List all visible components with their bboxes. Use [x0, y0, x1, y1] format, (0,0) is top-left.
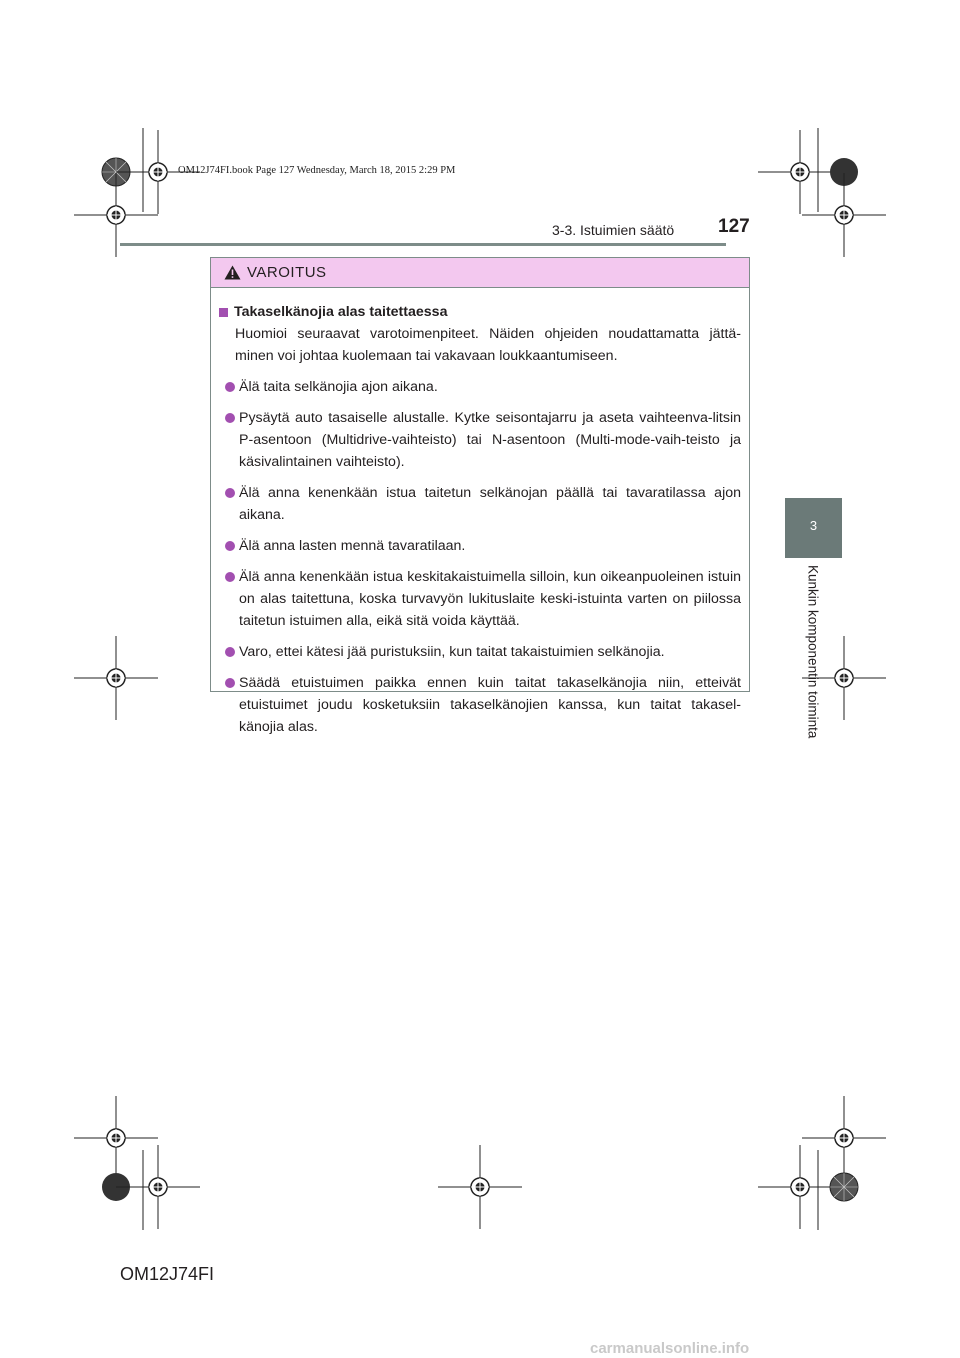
page-number: 127 [718, 216, 750, 237]
header-rule [120, 243, 726, 246]
list-item-text: Pysäytä auto tasaiselle alustalle. Kytke seisontajarru ja aseta vaihteenva-litsin P-asentoon (Multidrive-vaihteisto) tai N-asentoon (Multi-mode-vaih-teisto ja käsivalintainen vaihteisto). [239, 410, 741, 470]
chapter-title-vertical [803, 565, 823, 765]
warning-header [211, 258, 749, 288]
watermark: carmanualsonline.info [590, 1340, 750, 1357]
list-item [219, 535, 741, 557]
square-bullet-icon [219, 308, 228, 317]
footer-code: OM12J74FI [120, 1264, 215, 1284]
chapter-number: 3 [809, 518, 818, 533]
warning-subheading [219, 301, 741, 323]
list-item-text: Älä anna kenenkään istua taitetun selkänojan päällä tai tavaratilassa ajon aikana. [239, 485, 741, 523]
warning-title: VAROITUS [247, 264, 327, 281]
warning-subheading-text: Takaselkänojia alas taitettaessa [234, 304, 448, 320]
circle-bullet-icon [225, 647, 235, 657]
list-item-text: Älä anna lasten mennä tavaratilaan. [239, 538, 466, 554]
circle-bullet-icon [225, 541, 235, 551]
book-info-line: OM12J74FI.book Page 127 Wednesday, March 18, 2015 2:29 PM [178, 165, 456, 176]
warning-body [211, 288, 749, 738]
list-item-text: Varo, ettei kätesi jää puristuksiin, kun taitat takaistuimien selkänojia. [239, 644, 665, 660]
section-title: 3-3. Istuimien säätö [552, 222, 675, 238]
warning-intro: Huomioi seuraavat varotoimenpiteet. Näiden ohjeiden noudattamatta jättä-minen voi johtaa kuolemaan tai vakavaan loukkaantumiseen. [235, 326, 741, 364]
circle-bullet-icon [225, 572, 235, 582]
list-item [219, 672, 741, 738]
list-item [219, 482, 741, 526]
list-item [219, 641, 741, 663]
list-item [219, 407, 741, 473]
list-item-text: Säädä etuistuimen paikka ennen kuin taitat takaselkänojia niin, etteivät etuistuimet joudu kosketuksiin takaselkänojien kanssa, kun taitat takasel-känojia alas. [239, 675, 741, 735]
circle-bullet-icon [225, 678, 235, 688]
circle-bullet-icon [225, 488, 235, 498]
circle-bullet-icon [225, 413, 235, 423]
warning-box [210, 257, 750, 735]
circle-bullet-icon [225, 382, 235, 392]
list-item [219, 566, 741, 632]
chapter-title: Kunkin komponentin toiminta [805, 565, 821, 739]
list-item-text: Älä taita selkänojia ajon aikana. [239, 379, 438, 395]
list-item [219, 376, 741, 398]
warning-triangle-icon [224, 265, 241, 280]
list-item-text: Älä anna kenenkään istua keskitakaistuimella silloin, kun oikeanpuoleinen istuin on alas taitettuna, koska turvavyön lukituslaite keski-istuinta varten on piilossa taitetun istuimen alla, eikä sitä voida käyttää. [239, 569, 741, 629]
